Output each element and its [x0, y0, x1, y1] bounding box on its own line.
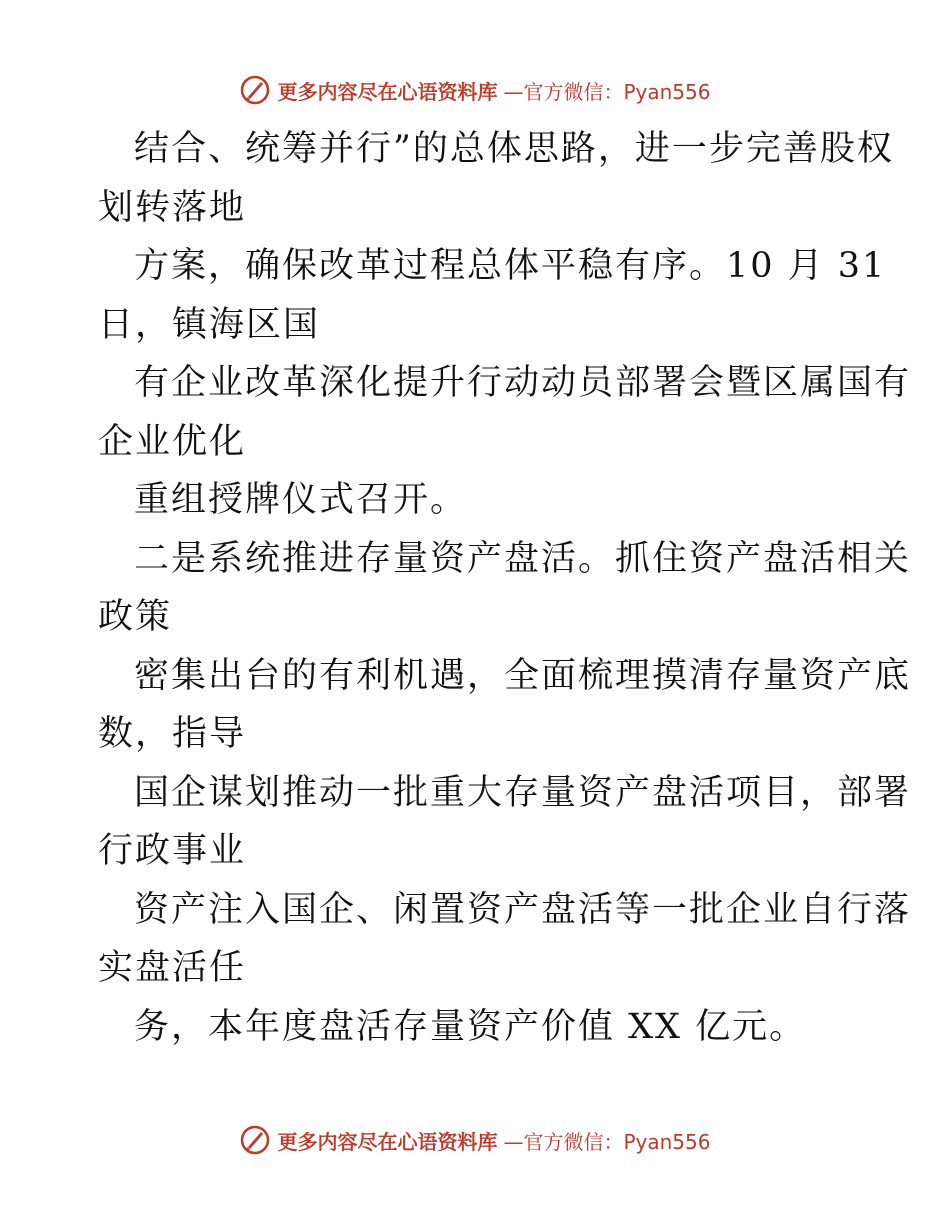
- text-line: 国企谋划推动一批重大存量资产盘活项目，部署: [134, 772, 912, 813]
- text-line: 实盘活任: [98, 948, 247, 988]
- text-line: 结合、统筹并行”的总体思路，进一步完善股权: [134, 129, 894, 169]
- text-line: 有企业改革深化提升行动动员部署会暨区属国有: [134, 363, 912, 403]
- watermark-contact-text: —官方微信：Pyan556: [503, 1129, 711, 1154]
- watermark-site-text: 更多内容尽在心语资料库: [277, 1129, 498, 1154]
- text-line: 重组授牌仪式召开。: [134, 480, 468, 520]
- header-watermark: [0, 70, 950, 110]
- text-line: 企业优化: [98, 421, 247, 462]
- watermark-site-text: 更多内容尽在心语资料库: [277, 79, 498, 104]
- text-line: 务，本年度盘活存量资产价值 XX 亿元。: [134, 1006, 807, 1047]
- text-line: 划转落地: [98, 187, 247, 228]
- text-line: 方案，确保改革过程总体平稳有序。10 月 31: [134, 246, 887, 286]
- text-line: 行政事业: [98, 831, 247, 871]
- text-line: 密集出台的有利机遇，全面梳理摸清存量资产底: [134, 655, 912, 696]
- text-line: 二是系统推进存量资产盘活。抓住资产盘活相关: [134, 538, 912, 579]
- footer-watermark: [0, 1120, 950, 1160]
- text-line: 日，镇海区国: [98, 304, 321, 345]
- text-line: 政策: [98, 597, 173, 637]
- feather-pen-icon: [239, 1124, 271, 1156]
- document-body: [98, 120, 912, 1056]
- watermark-contact-text: —官方微信：Pyan556: [503, 79, 711, 104]
- text-line: 数，指导: [98, 714, 247, 754]
- text-line: 资产注入国企、闲置资产盘活等一批企业自行落: [134, 889, 912, 930]
- feather-pen-icon: [239, 74, 271, 106]
